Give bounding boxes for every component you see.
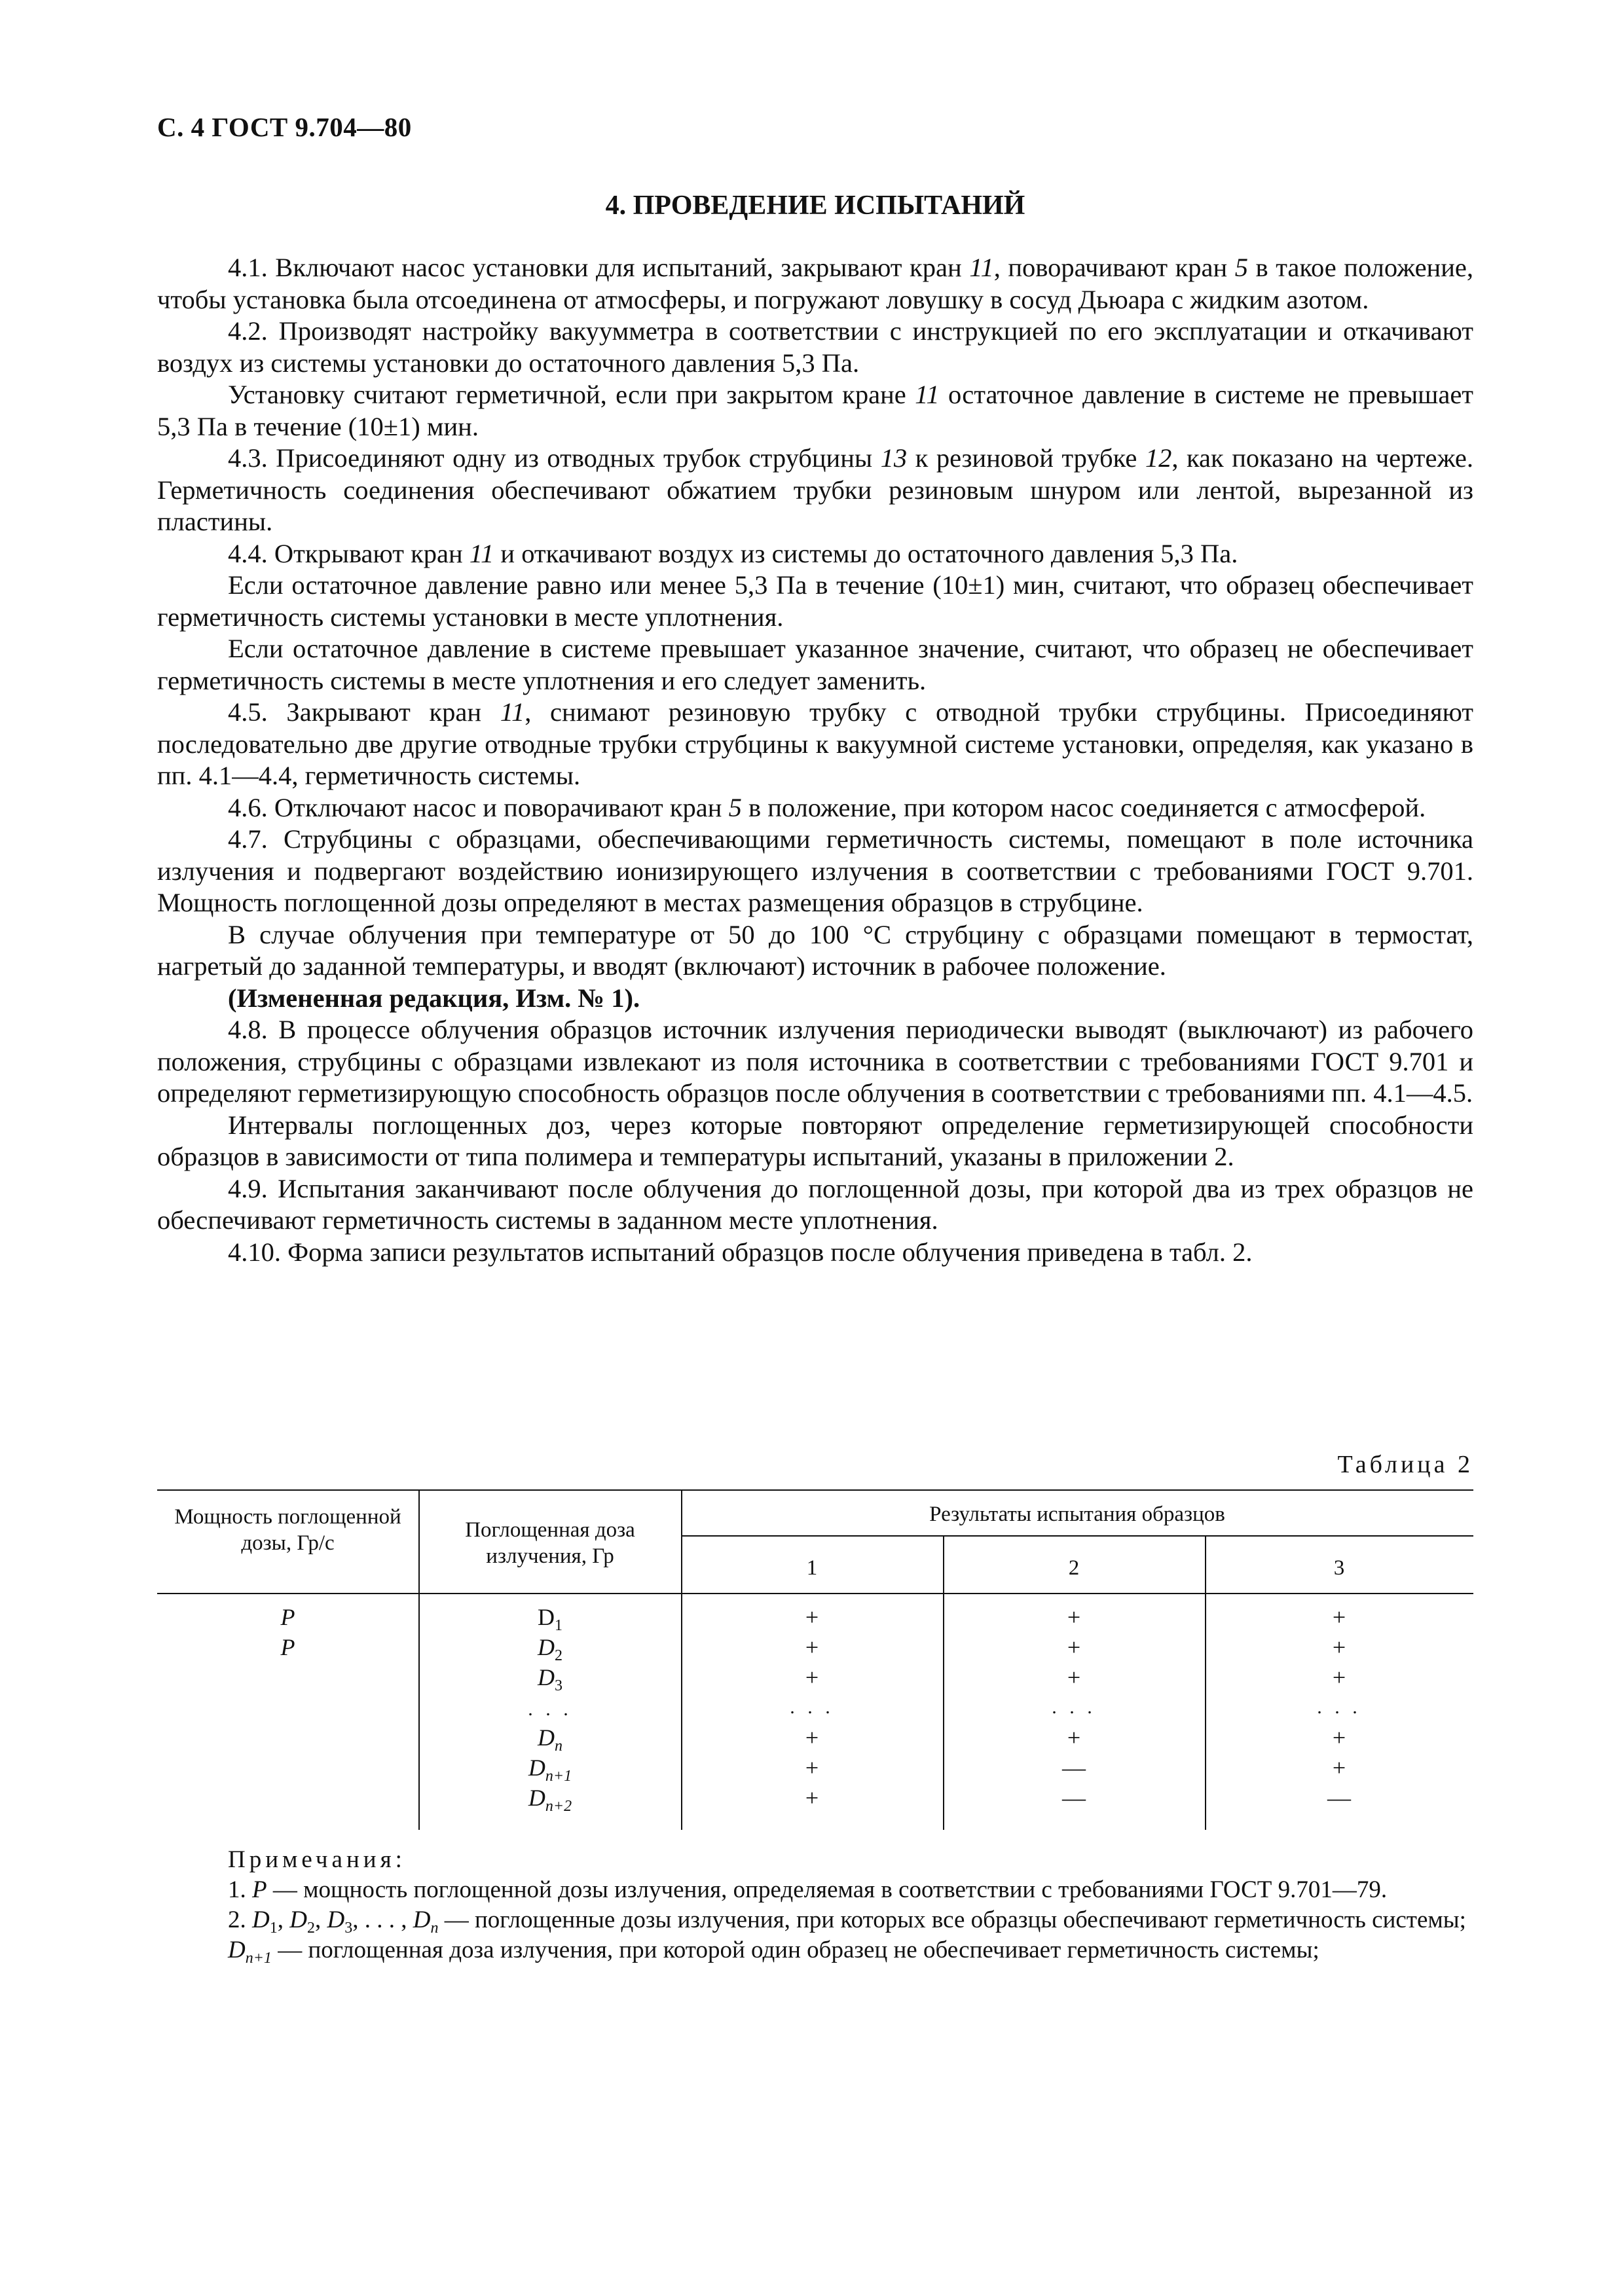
table-cell: . . . [1317, 1696, 1361, 1718]
table-cell: + [1067, 1604, 1081, 1630]
header-absorbed-dose: Поглощенная доза излучения, Гр [465, 1518, 635, 1568]
body-text [157, 252, 1473, 1268]
table-cell: + [805, 1664, 819, 1690]
column-absorbed-dose [419, 1602, 681, 1813]
note-3: $D_{n+1}$ — поглощенная доза излучения, при которой один образец не обеспечивает герметичность системы; [228, 1937, 1319, 1967]
amendment-note: (Измененная редакция, Изм. № 1). [228, 983, 640, 1013]
table-cell: + [805, 1634, 819, 1660]
paragraph-4-4: 4.4. Открывают кран 11 и откачивают воздух из системы до остаточного давления 5,3 Па. [228, 538, 1238, 568]
note-2-symbols: $D_1$, $D_2$, $D_3$, . . . , $D_n$ [252, 1906, 439, 1937]
paragraph-4-4-continued: Если остаточное давление равно или менее 5,3 Па в течение (10±1) мин, считают, что образец обеспечивает герметичность системы установки в месте уплотнения. [157, 570, 1473, 632]
table-cell: + [1332, 1604, 1346, 1630]
table-row: $D_{n+1}$ [528, 1755, 572, 1785]
table-row: . . . [528, 1698, 572, 1720]
table-cell: + [805, 1755, 819, 1781]
table-row: $D_3$ [538, 1664, 562, 1694]
page-header: С. 4 ГОСТ 9.704—80 [157, 112, 412, 142]
paragraph-4-10: 4.10. Форма записи результатов испытаний образцов после облучения приведена в табл. 2. [228, 1237, 1253, 1267]
paragraph-4-4-continued-2: Если остаточное давление в системе превышает указанное значение, считают, что образец не обеспечивает герметичность системы в месте уплотнения и его следует заменить. [157, 634, 1473, 695]
table-top-border [157, 1489, 1473, 1491]
paragraph-4-1: 4.1. Включают насос установки для испытаний, закрывают кран 11, поворачивают кран 5 в такое положение, чтобы установка была отсоединена от атмосферы, и погружают ловушку в сосуд Дьюара с жидким азотом. [157, 253, 1473, 314]
table-cell: + [1067, 1724, 1081, 1751]
table-cell: — [1062, 1755, 1086, 1781]
table-cell: + [1332, 1664, 1346, 1690]
table-cell: — [1062, 1785, 1086, 1811]
table-caption: Таблица 2 [1337, 1451, 1473, 1478]
column-dose-rate [157, 1602, 418, 1662]
paragraph-4-8-continued: Интервалы поглощенных доз, через которые повторяют определение герметизирующей способности образцов в зависимости от типа полимера и температуры испытаний, указаны в приложении 2. [157, 1110, 1473, 1171]
table-notes [157, 1845, 1473, 1965]
note-1: 1. P — мощность поглощенной дозы излучения, определяемая в соответствии с требованиями ГОСТ 9.701—79. [228, 1876, 1388, 1903]
header-bottom-border [157, 1593, 1473, 1594]
paragraph-4-2: 4.2. Производят настройку вакуумметра в соответствии с инструкцией по его эксплуатации и откачивают воздух из системы установки до остаточного давления 5,3 Па. [157, 316, 1473, 378]
table-cell: . . . [790, 1696, 834, 1718]
table-row: $D_{n+2}$ [528, 1785, 572, 1815]
table-cell: + [1067, 1664, 1081, 1690]
table-cell: + [1332, 1724, 1346, 1751]
paragraph-4-7: 4.7. Струбцины с образцами, обеспечивающими герметичность системы, помещают в поле источника излучения и подвергают воздействию ионизирующего излучения в соответствии с требованиями ГОСТ 9.701. Мощность поглощенной дозы определяют в местах размещения образцов в струбцине. [157, 824, 1473, 917]
table-row: $D_2$ [538, 1634, 562, 1664]
table-cell: + [1067, 1634, 1081, 1660]
table-cell: . . . [1052, 1696, 1096, 1718]
notes-title: Примечания: [228, 1846, 406, 1873]
header-sample-3: 3 [1333, 1556, 1345, 1580]
group-header-divider [681, 1535, 1473, 1537]
table-row: P [280, 1604, 295, 1630]
column-sample-1 [681, 1602, 943, 1813]
paragraph-4-9: 4.9. Испытания заканчивают после облучения до поглощенной дозы, при которой два из трех образцов не обеспечивают герметичность системы в заданном месте уплотнения. [157, 1173, 1473, 1235]
header-dose-rate: Мощность поглощенной дозы, Гр/с [174, 1505, 401, 1555]
table-cell: + [1332, 1755, 1346, 1781]
table-cell: — [1327, 1785, 1351, 1811]
paragraph-4-3: 4.3. Присоединяют одну из отводных трубок струбцины 13 к резиновой трубке 12, как показано на чертеже. Герметичность соединения обеспечивают обжатием трубки резиновым шнуром или лентой, вырезанной из пластины. [157, 443, 1474, 536]
header-sample-2: 2 [1068, 1556, 1080, 1580]
paragraph-4-2-continued: Установку считают герметичной, если при закрытом кране 11 остаточное давление в системе не превышает 5,3 Па в течение (10±1) мин. [157, 380, 1473, 441]
results-table [157, 1489, 1473, 1830]
table-row: P [280, 1634, 295, 1660]
table-cell: + [1332, 1634, 1346, 1660]
paragraph-4-7-continued: В случае облучения при температуре от 50 до 100 °С струбцину с образцами помещают в термостат, нагретый до заданной температуры, и вводят (включают) источник в рабочее положение. [157, 919, 1473, 981]
header-sample-1: 1 [806, 1556, 818, 1580]
paragraph-4-8: 4.8. В процессе облучения образцов источник излучения периодически выводят (выключают) из рабочего положения, струбцины с образцами извлекают из поля источника в соответствии с требованиями ГОСТ 9.701 и определяют герметизирующую способность образцов после облучения в соответствии с требованиями пп. 4.1—4.5. [157, 1015, 1473, 1108]
table-cell: + [805, 1724, 819, 1751]
paragraph-4-6: 4.6. Отключают насос и поворачивают кран 5 в положение, при котором насос соединяется с атмосферой. [228, 792, 1426, 822]
column-sample-2 [943, 1602, 1205, 1813]
table-cell: + [805, 1604, 819, 1630]
column-sample-3 [1205, 1602, 1473, 1813]
note-2: 2. $D_1$, $D_2$, $D_3$, . . . , $D_n$ — поглощенные дозы излучения, при которых все образцы обеспечивают герметичность системы; [228, 1906, 1466, 1937]
section-title: 4. ПРОВЕДЕНИЕ ИСПЫТАНИЙ [605, 191, 1025, 221]
table-row: $D_n$ [538, 1724, 562, 1755]
table-cell: + [805, 1785, 819, 1811]
header-test-results: Результаты испытания образцов [929, 1503, 1225, 1526]
table-row: $D_1$ [538, 1604, 562, 1634]
paragraph-4-5: 4.5. Закрывают кран 11, снимают резиновую трубку с отводной трубки струбцины. Присоединяют последовательно две другие отводные трубки струбцины к вакуумной системе установки, определяя, как указано в пп. 4.1—4.4, герметичность системы. [157, 697, 1473, 790]
